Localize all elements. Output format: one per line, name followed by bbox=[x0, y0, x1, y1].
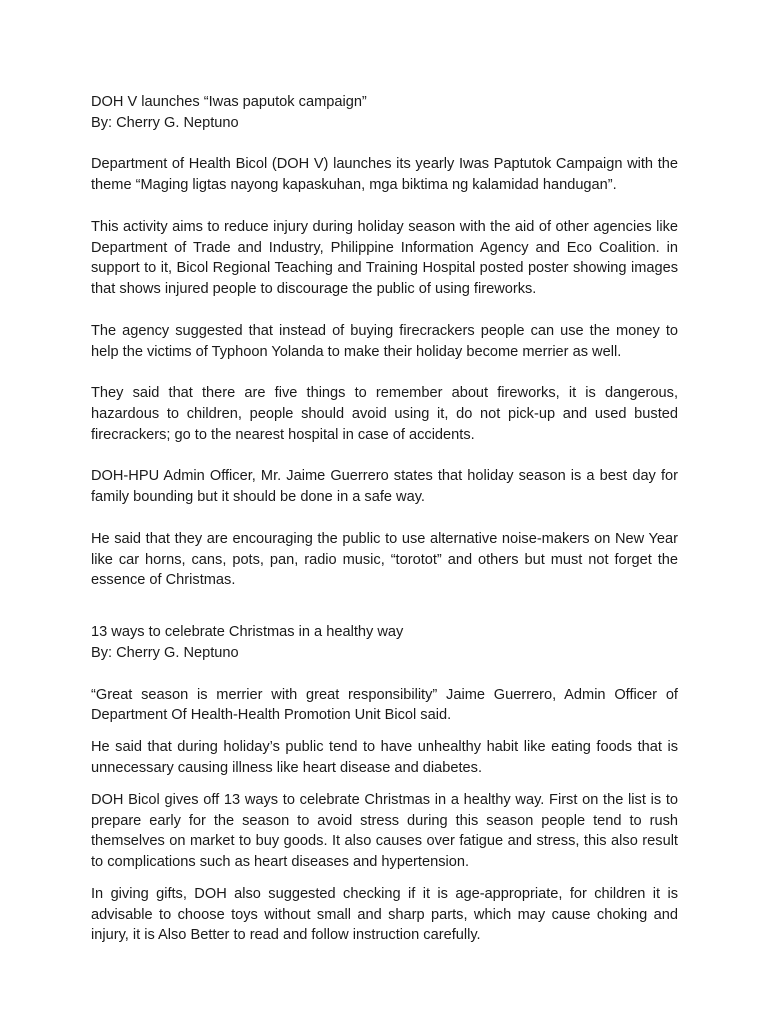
article-1 bbox=[91, 92, 678, 591]
article-2-paragraph-3: DOH Bicol gives off 13 ways to celebrate Christmas in a healthy way. First on the list is to prepare early for the season to avoid stress during this season people tend to rush themselves on market to buy goods. It also causes over fatigue and stress, this also result to complications such as heart diseases and hypertension. bbox=[91, 791, 678, 871]
article-1-paragraph-1: Department of Health Bicol (DOH V) launches its yearly Iwas Paptutok Campaign with the theme “Maging ligtas nayong kapaskuhan, mga biktima ng kalamidad handugan”. bbox=[91, 156, 678, 194]
article-2-byline: By: Cherry G. Neptuno bbox=[91, 644, 239, 661]
article-1-paragraph-6: He said that they are encouraging the public to use alternative noise-makers on New Year like car horns, cans, pots, pan, radio music, “torotot” and others but must not forget the essence of Christmas. bbox=[91, 530, 678, 589]
document-page bbox=[91, 92, 678, 946]
article-1-byline: By: Cherry G. Neptuno bbox=[91, 114, 239, 131]
article-2 bbox=[91, 622, 678, 946]
article-2-paragraph-4: In giving gifts, DOH also suggested checking if it is age-appropriate, for children it is advisable to choose toys without small and sharp parts, which may cause choking and injury, it is Also Better to read and follow instruction carefully. bbox=[91, 885, 678, 944]
article-2-title: 13 ways to celebrate Christmas in a healthy way bbox=[91, 624, 404, 641]
article-2-paragraph-1: “Great season is merrier with great responsibility” Jaime Guerrero, Admin Officer of Department Of Health-Health Promotion Unit Bicol said. bbox=[91, 686, 678, 724]
article-1-paragraph-3: The agency suggested that instead of buying firecrackers people can use the money to help the victims of Typhoon Yolanda to make their holiday become merrier as well. bbox=[91, 322, 678, 360]
article-1-title: DOH V launches “Iwas paputok campaign” bbox=[91, 94, 367, 110]
article-1-paragraph-5: DOH-HPU Admin Officer, Mr. Jaime Guerrero states that holiday season is a best day for family bounding but it should be done in a safe way. bbox=[91, 468, 678, 506]
article-2-paragraph-2: He said that during holiday’s public tend to have unhealthy habit like eating foods that is unnecessary causing illness like heart disease and diabetes. bbox=[91, 739, 678, 776]
article-1-paragraph-2: This activity aims to reduce injury during holiday season with the aid of other agencies like Department of Trade and Industry, Philippine Information Agency and Eco Coalition. in support to it, Bicol Regional Teaching and Training Hospital posted poster showing images that shows injured people to discourage the public of using fireworks. bbox=[91, 218, 678, 298]
article-1-paragraph-4: They said that there are five things to remember about fireworks, it is dangerous, hazardous to children, people should avoid using it, do not pick-up and used busted firecrackers; go to the nearest hospital in case of accidents. bbox=[91, 385, 678, 443]
